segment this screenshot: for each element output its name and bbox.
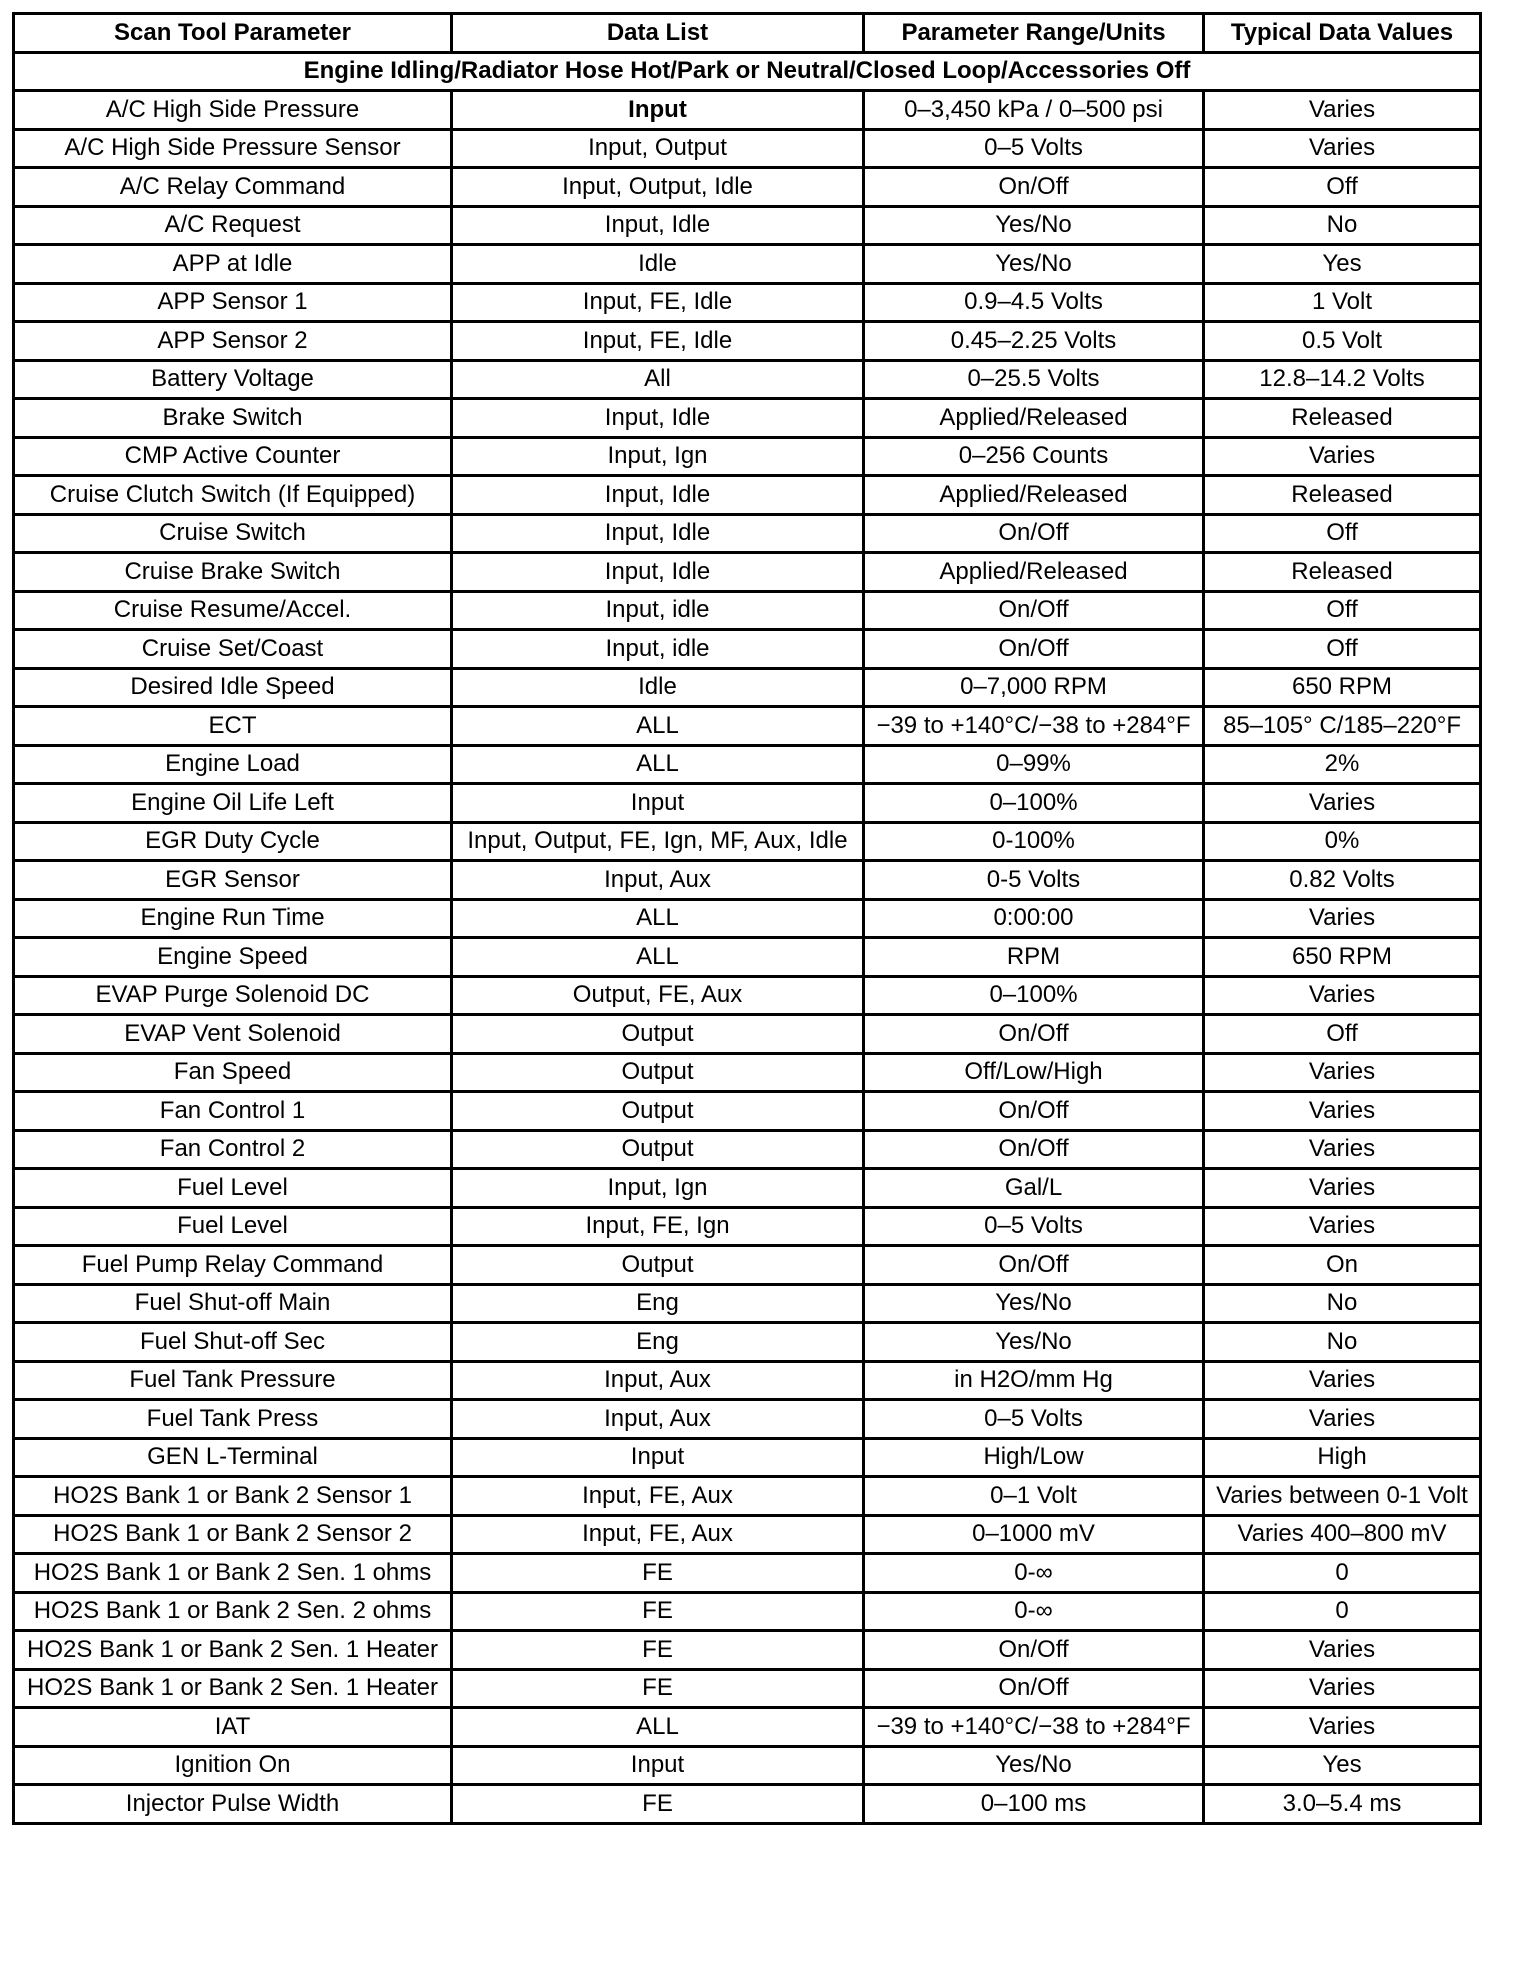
cell-typical-value: Varies [1204,784,1481,823]
table-row [14,1323,1481,1362]
cell-range-units: in H2O/mm Hg [864,1361,1204,1400]
table-row [14,1592,1481,1631]
cell-range-units: −39 to +140°C/−38 to +284°F [864,707,1204,746]
cell-range-units: Off/Low/High [864,1053,1204,1092]
table-row [14,1477,1481,1516]
table-row [14,476,1481,515]
cell-range-units: 0–5 Volts [864,1207,1204,1246]
cell-typical-value: 0 [1204,1554,1481,1593]
cell-data-list: Input, Idle [452,476,864,515]
cell-data-list: FE [452,1669,864,1708]
cell-range-units: 0-100% [864,822,1204,861]
cell-typical-value: No [1204,206,1481,245]
cell-range-units: On/Off [864,514,1204,553]
cell-typical-value: 650 RPM [1204,668,1481,707]
table-row [14,668,1481,707]
cell-parameter: APP at Idle [14,245,452,284]
table-row [14,1361,1481,1400]
cell-data-list: Input, Aux [452,861,864,900]
table-row [14,784,1481,823]
cell-typical-value: Varies [1204,1631,1481,1670]
cell-range-units: Applied/Released [864,476,1204,515]
cell-typical-value: 0.82 Volts [1204,861,1481,900]
cell-data-list: Output [452,1053,864,1092]
table-row [14,514,1481,553]
cell-typical-value: Yes [1204,1746,1481,1785]
cell-range-units: 0-∞ [864,1592,1204,1631]
cell-range-units: 0–1 Volt [864,1477,1204,1516]
cell-parameter: A/C High Side Pressure Sensor [14,129,452,168]
cell-range-units: Yes/No [864,1323,1204,1362]
table-row [14,91,1481,130]
cell-typical-value: Released [1204,399,1481,438]
table-row [14,591,1481,630]
cell-parameter: Engine Load [14,745,452,784]
cell-typical-value: Varies [1204,1207,1481,1246]
cell-data-list: ALL [452,938,864,977]
cell-range-units: 0.9–4.5 Volts [864,283,1204,322]
cell-range-units: Gal/L [864,1169,1204,1208]
cell-range-units: On/Off [864,591,1204,630]
cell-range-units: Yes/No [864,1284,1204,1323]
cell-typical-value: On [1204,1246,1481,1285]
cell-data-list: Input, FE, Aux [452,1477,864,1516]
cell-typical-value: 0 [1204,1592,1481,1631]
table-row [14,283,1481,322]
table-row [14,1785,1481,1824]
table-row [14,1015,1481,1054]
cell-typical-value: Varies between 0-1 Volt [1204,1477,1481,1516]
table-row [14,1169,1481,1208]
cell-data-list: Input, Output, Idle [452,168,864,207]
cell-data-list: Input, Idle [452,399,864,438]
table-row [14,899,1481,938]
table-row [14,129,1481,168]
table-row [14,1246,1481,1285]
table-row [14,1554,1481,1593]
cell-range-units: 0-5 Volts [864,861,1204,900]
cell-data-list: All [452,360,864,399]
cell-data-list: Input, Idle [452,553,864,592]
cell-parameter: Fan Control 2 [14,1130,452,1169]
cell-parameter: Fuel Tank Pressure [14,1361,452,1400]
cell-parameter: EVAP Vent Solenoid [14,1015,452,1054]
cell-parameter: Engine Run Time [14,899,452,938]
cell-typical-value: 650 RPM [1204,938,1481,977]
cell-range-units: On/Off [864,1631,1204,1670]
cell-parameter: Ignition On [14,1746,452,1785]
header-scan-tool-parameter: Scan Tool Parameter [14,14,452,53]
cell-data-list: Input, idle [452,630,864,669]
cell-data-list: ALL [452,707,864,746]
cell-parameter: Injector Pulse Width [14,1785,452,1824]
table-row [14,437,1481,476]
cell-parameter: EGR Sensor [14,861,452,900]
cell-data-list: ALL [452,899,864,938]
cell-data-list: Idle [452,668,864,707]
cell-data-list: Input, Output, FE, Ign, MF, Aux, Idle [452,822,864,861]
cell-range-units: On/Off [864,1669,1204,1708]
cell-parameter: A/C Request [14,206,452,245]
cell-range-units: 0.45–2.25 Volts [864,322,1204,361]
cell-data-list: Eng [452,1323,864,1362]
cell-range-units: 0–3,450 kPa / 0–500 psi [864,91,1204,130]
table-row [14,1284,1481,1323]
scan-tool-data-document [12,12,1482,1825]
cell-parameter: EVAP Purge Solenoid DC [14,976,452,1015]
table-row [14,976,1481,1015]
cell-parameter: Brake Switch [14,399,452,438]
table-row [14,322,1481,361]
cell-typical-value: Varies [1204,1053,1481,1092]
cell-typical-value: High [1204,1438,1481,1477]
cell-data-list: Input, Idle [452,206,864,245]
cell-range-units: 0–256 Counts [864,437,1204,476]
cell-range-units: Yes/No [864,206,1204,245]
table-row [14,707,1481,746]
cell-parameter: APP Sensor 1 [14,283,452,322]
cell-range-units: Applied/Released [864,553,1204,592]
cell-typical-value: Varies [1204,1169,1481,1208]
cell-typical-value: No [1204,1323,1481,1362]
cell-parameter: GEN L-Terminal [14,1438,452,1477]
cell-data-list: Input, FE, Idle [452,322,864,361]
cell-typical-value: 12.8–14.2 Volts [1204,360,1481,399]
cell-data-list: Input, Ign [452,437,864,476]
cell-range-units: 0–99% [864,745,1204,784]
cell-parameter: Fuel Level [14,1169,452,1208]
cell-parameter: Fuel Pump Relay Command [14,1246,452,1285]
table-row [14,1631,1481,1670]
table-row [14,553,1481,592]
cell-data-list: Input, idle [452,591,864,630]
cell-parameter: APP Sensor 2 [14,322,452,361]
cell-data-list: ALL [452,1708,864,1747]
cell-typical-value: Off [1204,630,1481,669]
cell-parameter: Fan Speed [14,1053,452,1092]
cell-typical-value: 0.5 Volt [1204,322,1481,361]
cell-data-list: Input, Aux [452,1361,864,1400]
cell-typical-value: Off [1204,591,1481,630]
table-row [14,1746,1481,1785]
cell-parameter: Fuel Level [14,1207,452,1246]
cell-range-units: On/Off [864,1246,1204,1285]
table-row [14,1438,1481,1477]
cell-typical-value: 3.0–5.4 ms [1204,1785,1481,1824]
test-condition: Engine Idling/Radiator Hose Hot/Park or Neutral/Closed Loop/Accessories Off [14,52,1481,91]
cell-data-list: Input, Ign [452,1169,864,1208]
table-row [14,861,1481,900]
cell-parameter: HO2S Bank 1 or Bank 2 Sensor 1 [14,1477,452,1516]
cell-range-units: 0–5 Volts [864,1400,1204,1439]
table-row [14,206,1481,245]
cell-typical-value: Released [1204,476,1481,515]
cell-typical-value: 2% [1204,745,1481,784]
cell-typical-value: Varies [1204,1669,1481,1708]
table-row [14,1053,1481,1092]
cell-range-units: On/Off [864,1015,1204,1054]
cell-parameter: ECT [14,707,452,746]
cell-typical-value: Varies [1204,1361,1481,1400]
cell-range-units: 0–100% [864,976,1204,1015]
cell-typical-value: Off [1204,1015,1481,1054]
table-row [14,168,1481,207]
cell-parameter: IAT [14,1708,452,1747]
cell-data-list: Output [452,1130,864,1169]
cell-data-list: Input [452,1438,864,1477]
cell-range-units: −39 to +140°C/−38 to +284°F [864,1708,1204,1747]
cell-data-list: Output [452,1246,864,1285]
cell-typical-value: 0% [1204,822,1481,861]
cell-parameter: Fuel Tank Press [14,1400,452,1439]
table-row [14,360,1481,399]
cell-typical-value: Off [1204,168,1481,207]
table-row [14,1092,1481,1131]
cell-typical-value: 85–105° C/185–220°F [1204,707,1481,746]
condition-row [14,52,1481,91]
cell-data-list: Input, Idle [452,514,864,553]
cell-parameter: Fan Control 1 [14,1092,452,1131]
cell-data-list: Input, FE, Idle [452,283,864,322]
cell-parameter: Cruise Brake Switch [14,553,452,592]
cell-data-list: Input [452,784,864,823]
cell-range-units: 0–1000 mV [864,1515,1204,1554]
table-row [14,822,1481,861]
scan-tool-data-table [12,12,1482,1825]
cell-range-units: On/Off [864,1130,1204,1169]
cell-parameter: Desired Idle Speed [14,668,452,707]
cell-typical-value: Varies 400–800 mV [1204,1515,1481,1554]
cell-typical-value: Off [1204,514,1481,553]
cell-data-list: Output [452,1015,864,1054]
header-row [14,14,1481,53]
cell-typical-value: Varies [1204,976,1481,1015]
cell-range-units: 0–7,000 RPM [864,668,1204,707]
cell-typical-value: Varies [1204,1130,1481,1169]
cell-parameter: Engine Oil Life Left [14,784,452,823]
cell-typical-value: 1 Volt [1204,283,1481,322]
cell-data-list: FE [452,1785,864,1824]
table-row [14,1400,1481,1439]
cell-data-list: Input [452,91,864,130]
table-row [14,1515,1481,1554]
cell-typical-value: Varies [1204,129,1481,168]
cell-data-list: Input, Output [452,129,864,168]
table-row [14,1708,1481,1747]
cell-parameter: HO2S Bank 1 or Bank 2 Sen. 1 Heater [14,1631,452,1670]
table-row [14,745,1481,784]
table-row [14,399,1481,438]
cell-data-list: FE [452,1592,864,1631]
cell-parameter: Cruise Set/Coast [14,630,452,669]
cell-parameter: HO2S Bank 1 or Bank 2 Sensor 2 [14,1515,452,1554]
cell-range-units: 0–5 Volts [864,129,1204,168]
cell-range-units: RPM [864,938,1204,977]
cell-range-units: On/Off [864,630,1204,669]
cell-range-units: 0-∞ [864,1554,1204,1593]
table-row [14,630,1481,669]
cell-range-units: High/Low [864,1438,1204,1477]
cell-data-list: Input, FE, Ign [452,1207,864,1246]
cell-parameter: Battery Voltage [14,360,452,399]
table-row [14,1207,1481,1246]
cell-parameter: HO2S Bank 1 or Bank 2 Sen. 1 ohms [14,1554,452,1593]
cell-parameter: A/C Relay Command [14,168,452,207]
cell-parameter: Cruise Switch [14,514,452,553]
cell-typical-value: Varies [1204,1708,1481,1747]
cell-parameter: HO2S Bank 1 or Bank 2 Sen. 2 ohms [14,1592,452,1631]
cell-range-units: Yes/No [864,1746,1204,1785]
cell-parameter: HO2S Bank 1 or Bank 2 Sen. 1 Heater [14,1669,452,1708]
cell-typical-value: No [1204,1284,1481,1323]
cell-data-list: FE [452,1631,864,1670]
cell-typical-value: Varies [1204,91,1481,130]
table-row [14,938,1481,977]
table-row [14,1130,1481,1169]
cell-parameter: CMP Active Counter [14,437,452,476]
cell-data-list: Input, Aux [452,1400,864,1439]
cell-typical-value: Varies [1204,1092,1481,1131]
cell-typical-value: Released [1204,553,1481,592]
table-body [14,52,1481,1823]
cell-data-list: ALL [452,745,864,784]
header-parameter-range-units: Parameter Range/Units [864,14,1204,53]
cell-parameter: Fuel Shut-off Main [14,1284,452,1323]
table-row [14,1669,1481,1708]
cell-typical-value: Varies [1204,437,1481,476]
cell-data-list: Output [452,1092,864,1131]
cell-range-units: 0–100 ms [864,1785,1204,1824]
cell-data-list: Idle [452,245,864,284]
cell-range-units: 0–100% [864,784,1204,823]
cell-typical-value: Varies [1204,1400,1481,1439]
cell-parameter: Fuel Shut-off Sec [14,1323,452,1362]
cell-range-units: Yes/No [864,245,1204,284]
cell-data-list: Input [452,1746,864,1785]
cell-parameter: Cruise Resume/Accel. [14,591,452,630]
table-row [14,245,1481,284]
cell-data-list: Output, FE, Aux [452,976,864,1015]
cell-parameter: Engine Speed [14,938,452,977]
cell-parameter: Cruise Clutch Switch (If Equipped) [14,476,452,515]
cell-range-units: 0:00:00 [864,899,1204,938]
cell-range-units: On/Off [864,168,1204,207]
cell-range-units: On/Off [864,1092,1204,1131]
cell-data-list: Eng [452,1284,864,1323]
cell-range-units: Applied/Released [864,399,1204,438]
cell-range-units: 0–25.5 Volts [864,360,1204,399]
cell-typical-value: Varies [1204,899,1481,938]
cell-typical-value: Yes [1204,245,1481,284]
cell-parameter: EGR Duty Cycle [14,822,452,861]
header-data-list: Data List [452,14,864,53]
cell-data-list: FE [452,1554,864,1593]
cell-parameter: A/C High Side Pressure [14,91,452,130]
header-typical-data-values: Typical Data Values [1204,14,1481,53]
cell-data-list: Input, FE, Aux [452,1515,864,1554]
